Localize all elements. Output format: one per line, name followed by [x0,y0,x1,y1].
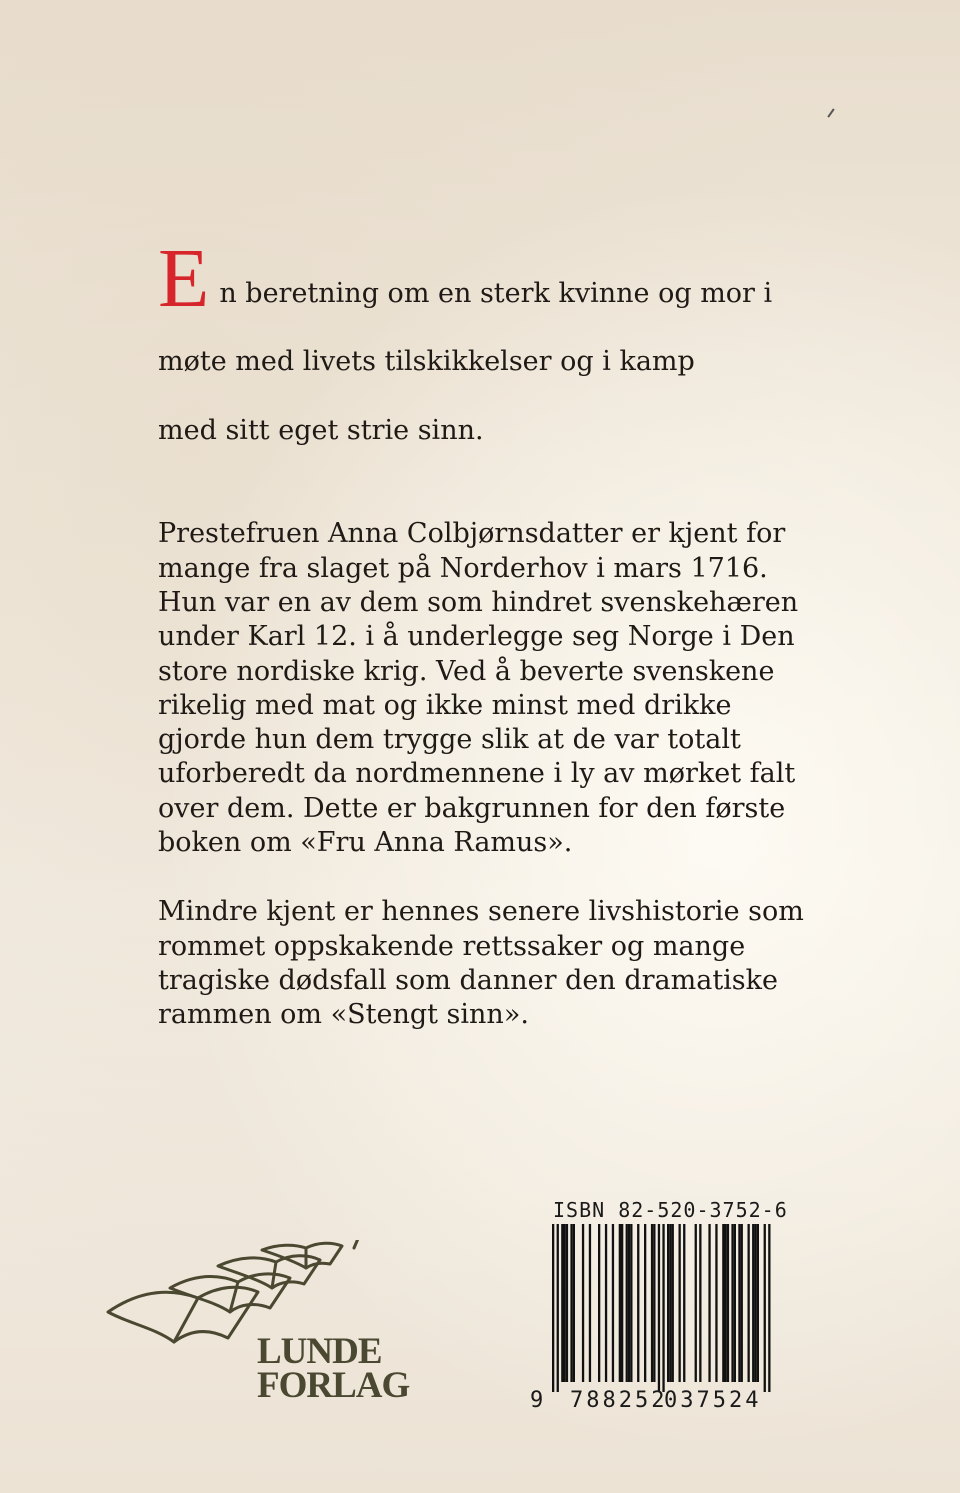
barcode-bar [731,1224,733,1382]
barcode-bar [683,1224,685,1382]
barcode-bar [708,1224,710,1382]
barcode-bar [734,1224,736,1382]
publisher-name-line-1: LUNDE [257,1331,382,1372]
barcode-bar [552,1224,554,1392]
barcode-bar [715,1224,717,1382]
isbn-barcode-block [528,1198,788,1428]
barcode-bar [764,1224,766,1392]
barcode-bar [557,1224,559,1392]
barcode-bar [658,1224,660,1392]
barcode-bar [564,1224,566,1382]
blurb-paragraph-1-line-2: møte med livets tilskikkelser og i kamp [158,346,695,378]
drop-cap: E [158,232,210,326]
barcode-bar [768,1224,770,1392]
barcode-bar [757,1224,759,1382]
barcode-bar [727,1224,729,1382]
barcode-bar [741,1224,743,1382]
barcode-bar [651,1224,653,1382]
barcode-bar [662,1224,664,1392]
barcode-bar [570,1224,572,1382]
isbn-label: ISBN 82-520-3752-6 [553,1198,788,1222]
barcode-bar [582,1224,584,1382]
barcode-left-digits: 788252 [570,1388,668,1413]
barcode-bar [722,1224,724,1382]
barcode-first-digit: 9 [530,1388,544,1413]
barcode-bar [630,1224,632,1382]
blurb-paragraph-2: Prestefruen Anna Colbjørnsdatter er kjent for mange fra slaget på Norderhov i mars 1716. Hun var en av dem som hindret svenskehæren under Karl 12. i å underlegge seg Norge i Den store nordiske krig. Ved å beverte svenskene rikelig med mat og ikke minst med drikke gjorde hun dem trygge slik at de var totalt uforberedt da nordmennene i ly av mørket falt over dem. Dette er bakgrunnen for den første boken om «Fru Anna Ramus». [158,518,799,859]
barcode-bar [605,1224,607,1382]
blurb-paragraph-1 [158,208,808,482]
barcode-bar [561,1224,563,1382]
publisher-name-line-2: FORLAG [257,1365,410,1406]
barcode-bar [653,1224,655,1382]
barcode-bar [566,1224,568,1382]
blurb-text [158,208,808,1068]
barcode-bar [637,1224,639,1382]
barcode-bar [573,1224,575,1382]
barcode-bar [598,1224,600,1382]
barcode-bar [738,1224,740,1382]
barcode-bar [626,1224,628,1382]
publisher-logo [100,1240,420,1420]
blurb-paragraph-3: Mindre kjent er hennes senere livshistorie som rommet oppskakende rettssaker og mange tragiske dødsfall som danner den dramatiske rammen om «Stengt sinn». [158,896,804,1031]
blurb-paragraph-1-line-1: n beretning om en sterk kvinne og mor i [219,277,773,309]
barcode-bar [621,1224,623,1382]
barcode-bar [725,1224,727,1382]
barcode-bar [679,1224,681,1382]
barcode-bar [589,1224,591,1382]
print-mark [827,108,834,117]
blurb-paragraph-1-rest: med sitt eget strie sinn. [158,414,484,446]
barcode-bar [644,1224,646,1382]
barcode-bar [612,1224,614,1382]
barcode-bar [695,1224,697,1382]
publisher-name [257,1331,410,1406]
barcode-bar [669,1224,671,1382]
barcode-bar [619,1224,621,1382]
barcode-bar [667,1224,669,1382]
barcode-bar [628,1224,630,1382]
barcode-bar [754,1224,756,1382]
barcode-bar [672,1224,674,1382]
barcode-bar [748,1224,750,1382]
barcode-bar [752,1224,754,1382]
barcode-bar [699,1224,701,1382]
barcode-right-digits: 037524 [664,1388,762,1413]
barcode [528,1224,788,1394]
